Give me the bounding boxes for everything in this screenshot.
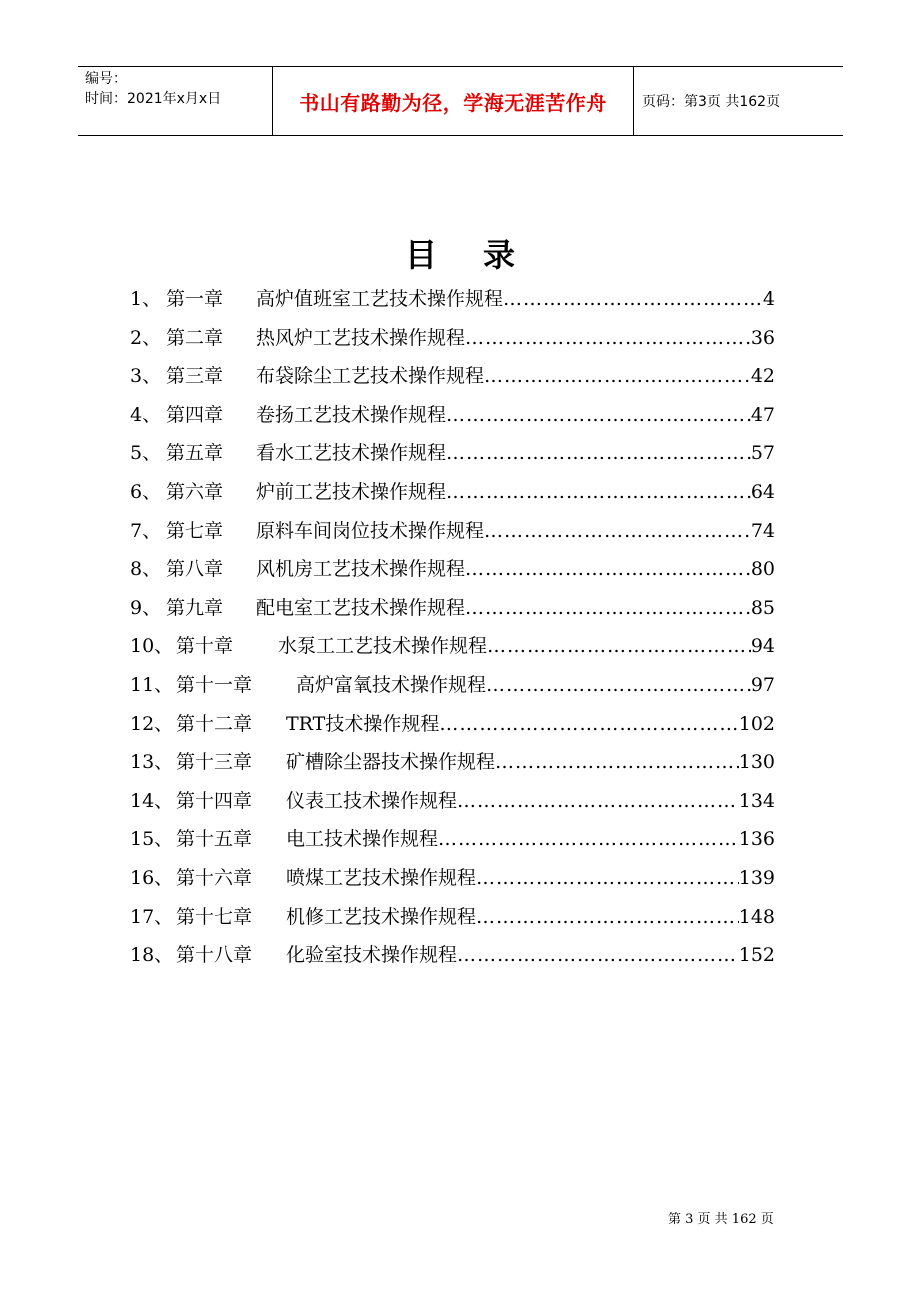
toc-entry-title: 高炉富氧技术操作规程 (296, 673, 487, 696)
toc-entry-title: 原料车间岗位技术操作规程 (256, 519, 485, 542)
toc-entry-page: 134 (738, 789, 775, 812)
toc-entry-chapter: 第九章 (166, 596, 224, 619)
toc-entry-page: 57 (750, 442, 775, 465)
toc-dot-leader (465, 319, 751, 358)
toc-entry-page: 64 (750, 480, 775, 503)
toc-entry-page: 97 (750, 673, 775, 696)
toc-entry-title: 热风炉工艺技术操作规程 (256, 326, 466, 349)
toc-entry-number: 14、 (130, 789, 174, 812)
toc-entry-number: 11、 (130, 673, 174, 696)
toc-entry-title: 仪表工技术操作规程 (286, 789, 458, 812)
table-of-contents (130, 280, 775, 975)
toc-entry-title: 高炉值班室工艺技术操作规程 (256, 288, 504, 310)
toc-dot-leader (457, 936, 739, 975)
toc-entry[interactable] (130, 434, 775, 473)
toc-entry-page: 36 (750, 326, 775, 349)
toc-entry-page: 85 (750, 596, 775, 619)
toc-entry-title: 看水工艺技术操作规程 (256, 442, 447, 465)
page-header (78, 66, 843, 136)
toc-entry[interactable] (130, 898, 775, 937)
toc-entry-title: TRT技术操作规程 (286, 712, 440, 735)
toc-entry-title: 水泵工工艺技术操作规程 (278, 635, 488, 658)
toc-entry-chapter: 第十二章 (176, 712, 253, 735)
toc-entry-number: 16、 (130, 866, 174, 889)
toc-entry-number: 1、 (130, 288, 162, 310)
toc-entry[interactable] (130, 550, 775, 589)
toc-entry-chapter: 第十一章 (176, 673, 253, 696)
toc-entry-title: 风机房工艺技术操作规程 (256, 558, 466, 581)
toc-entry-number: 7、 (130, 519, 162, 542)
page-footer: 第 3 页 共 162 页 (668, 1212, 774, 1227)
toc-entry[interactable] (130, 820, 775, 859)
toc-dot-leader (484, 357, 751, 396)
toc-dot-leader (446, 473, 751, 512)
toc-entry-title: 机修工艺技术操作规程 (286, 905, 477, 928)
toc-entry-page: 152 (738, 944, 775, 967)
header-meta (78, 67, 273, 135)
toc-entry-chapter: 第八章 (166, 558, 224, 581)
toc-dot-leader (503, 280, 763, 319)
page-title: 目录 (404, 236, 561, 274)
toc-entry[interactable] (130, 280, 775, 319)
toc-entry-page: 94 (750, 635, 775, 658)
toc-entry-chapter: 第十八章 (176, 944, 253, 967)
toc-entry[interactable] (130, 705, 775, 744)
toc-dot-leader (439, 705, 738, 744)
toc-entry-number: 10、 (130, 635, 174, 658)
toc-dot-leader (457, 782, 739, 821)
toc-entry-number: 3、 (130, 365, 162, 388)
toc-entry[interactable] (130, 357, 775, 396)
toc-entry[interactable] (130, 396, 775, 435)
toc-entry-page: 102 (738, 712, 775, 735)
toc-entry-chapter: 第十四章 (176, 789, 253, 812)
toc-dot-leader (476, 859, 739, 898)
toc-entry-title: 炉前工艺技术操作规程 (256, 480, 447, 503)
toc-entry[interactable] (130, 627, 775, 666)
toc-dot-leader (465, 589, 751, 628)
toc-entry-chapter: 第三章 (166, 365, 224, 388)
toc-entry-chapter: 第四章 (166, 403, 224, 426)
toc-entry[interactable] (130, 666, 775, 705)
toc-entry-title: 电工技术操作规程 (286, 828, 439, 851)
toc-dot-leader (487, 627, 751, 666)
toc-entry-chapter: 第二章 (166, 326, 224, 349)
toc-entry-chapter: 第十六章 (176, 866, 253, 889)
toc-entry-number: 4、 (130, 403, 162, 426)
toc-dot-leader (465, 550, 751, 589)
toc-entry[interactable] (130, 782, 775, 821)
toc-dot-leader (438, 820, 739, 859)
toc-entry-page: 148 (738, 905, 775, 928)
toc-entry-chapter: 第一章 (166, 288, 224, 310)
toc-dot-leader (446, 396, 751, 435)
toc-entry-title: 矿槽除尘器技术操作规程 (286, 751, 496, 774)
toc-dot-leader (446, 434, 751, 473)
toc-entry-number: 6、 (130, 480, 162, 503)
toc-entry-chapter: 第五章 (166, 442, 224, 465)
toc-entry-number: 8、 (130, 558, 162, 581)
toc-entry[interactable] (130, 936, 775, 975)
toc-entry-title: 卷扬工艺技术操作规程 (256, 403, 447, 426)
toc-entry-chapter: 第十章 (176, 635, 234, 658)
toc-dot-leader (476, 898, 739, 937)
toc-entry-number: 18、 (130, 944, 174, 967)
toc-entry[interactable] (130, 589, 775, 628)
toc-entry-chapter: 第七章 (166, 519, 224, 542)
toc-entry-number: 13、 (130, 751, 174, 774)
toc-entry[interactable] (130, 512, 775, 551)
toc-dot-leader (484, 512, 751, 551)
toc-entry-page: 136 (738, 828, 775, 851)
toc-entry[interactable] (130, 473, 775, 512)
toc-entry-title: 布袋除尘工艺技术操作规程 (256, 365, 485, 388)
toc-entry-page: 130 (738, 751, 775, 774)
serial-label: 编号： (85, 71, 127, 87)
toc-entry-number: 9、 (130, 596, 162, 619)
toc-entry-page: 74 (750, 519, 775, 542)
toc-entry-number: 17、 (130, 905, 174, 928)
toc-entry-page: 139 (738, 866, 775, 889)
toc-entry-title: 化验室技术操作规程 (286, 944, 458, 967)
toc-dot-leader (486, 666, 751, 705)
toc-entry-page: 80 (750, 558, 775, 581)
toc-entry[interactable] (130, 743, 775, 782)
toc-entry-number: 2、 (130, 326, 162, 349)
toc-entry[interactable] (130, 319, 775, 358)
toc-dot-leader (495, 743, 739, 782)
toc-entry-chapter: 第十三章 (176, 751, 253, 774)
toc-entry-number: 12、 (130, 712, 174, 735)
header-motto: 书山有路勤为径，学海无涯苦作舟 (273, 67, 634, 135)
toc-entry-number: 15、 (130, 828, 174, 851)
time-label: 时间：2021年x月x日 (85, 91, 222, 107)
toc-entry-chapter: 第十七章 (176, 905, 253, 928)
toc-entry[interactable] (130, 859, 775, 898)
toc-entry-title: 喷煤工艺技术操作规程 (286, 866, 477, 889)
toc-entry-number: 5、 (130, 442, 162, 465)
toc-entry-title: 配电室工艺技术操作规程 (256, 596, 466, 619)
toc-entry-chapter: 第六章 (166, 480, 224, 503)
toc-entry-chapter: 第十五章 (176, 828, 253, 851)
toc-entry-page: 47 (750, 403, 775, 426)
header-page-info: 页码：第3页 共162页 (642, 94, 781, 110)
toc-entry-page: 42 (750, 365, 775, 388)
toc-entry-page: 4 (762, 288, 775, 310)
